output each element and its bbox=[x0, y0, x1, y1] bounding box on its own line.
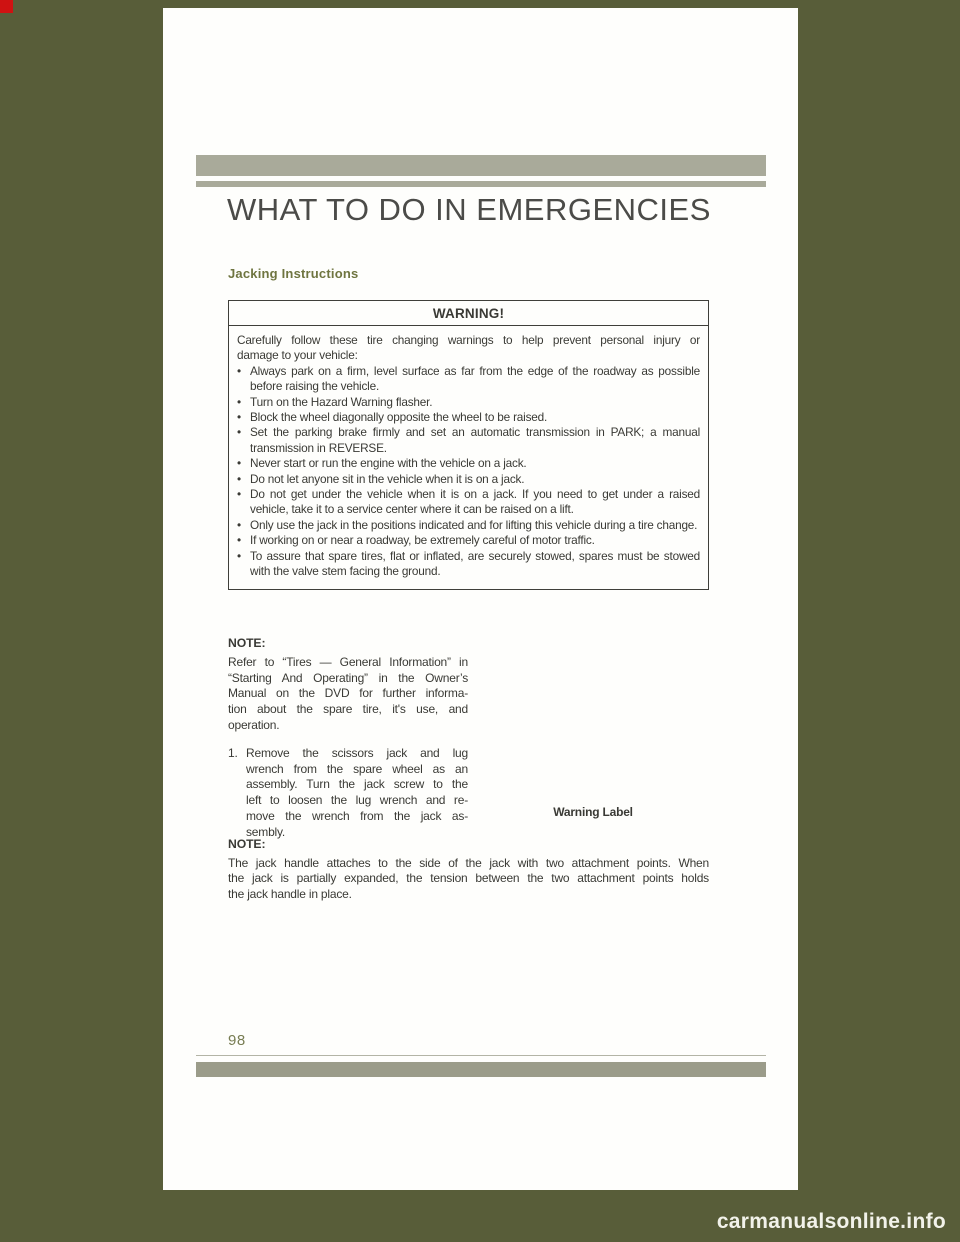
page-number: 98 bbox=[228, 1032, 246, 1049]
footer-band bbox=[196, 1062, 766, 1077]
warning-bullet-text: If working on or near a roadway, be extremely careful of motor traffic. bbox=[250, 533, 595, 548]
note2-label: NOTE: bbox=[228, 837, 266, 851]
page-title: WHAT TO DO IN EMERGENCIES bbox=[227, 192, 711, 227]
warning-bullet-text: Set the parking brake firmly and set an automatic transmission in PARK; a manual transmission in REVERSE. bbox=[250, 425, 700, 455]
note1-line: “Starting And Operating” in the Owner’s bbox=[228, 670, 468, 685]
note2-line: The jack handle attaches to the side of the jack with two attachment points. When bbox=[228, 855, 709, 870]
note2-line: the jack is partially expanded, the tension between the two attachment points holds bbox=[228, 871, 709, 886]
warning-bullet-text: Always park on a firm, level surface as far from the edge of the roadway as possible before raising the vehicle. bbox=[250, 363, 700, 394]
bullet-icon: • bbox=[237, 410, 241, 425]
note-2 bbox=[228, 837, 709, 902]
note2-line: the jack handle in place. bbox=[228, 886, 352, 901]
warning-box-body bbox=[229, 326, 708, 589]
warning-bullet-item bbox=[237, 487, 700, 518]
warning-bullet-item bbox=[237, 518, 700, 533]
manual-page bbox=[163, 8, 798, 1190]
warning-bullet-text: Only use the jack in the positions indicated and for lifting this vehicle during a tire change. bbox=[250, 517, 698, 532]
warning-bullet-item bbox=[237, 456, 700, 471]
warning-intro bbox=[237, 333, 700, 364]
step1-line: assembly. Turn the jack screw to the bbox=[246, 777, 468, 792]
header-band-thick bbox=[196, 155, 766, 176]
scan-corner-artifact bbox=[0, 0, 13, 13]
warning-bullet-text: Do not let anyone sit in the vehicle when it is on a jack. bbox=[250, 471, 525, 486]
note2-text bbox=[228, 856, 709, 903]
figure-caption: Warning Label bbox=[553, 805, 633, 819]
section-heading: Jacking Instructions bbox=[228, 266, 359, 281]
warning-box bbox=[228, 300, 709, 590]
bullet-icon: • bbox=[237, 548, 241, 563]
note1-line: tion about the spare tire, it's use, and bbox=[228, 702, 468, 717]
note1-line: operation. bbox=[228, 717, 280, 732]
bullet-icon: • bbox=[237, 456, 241, 471]
warning-bullet-text: Turn on the Hazard Warning flasher. bbox=[250, 394, 433, 409]
step1-line: wrench from the spare wheel as an bbox=[246, 761, 468, 776]
watermark: carmanualsonline.info bbox=[716, 1210, 946, 1233]
bullet-icon: • bbox=[237, 394, 241, 409]
bullet-icon: • bbox=[237, 425, 241, 440]
step1-line: left to loosen the lug wrench and re- bbox=[246, 793, 468, 808]
warning-bullet-list bbox=[237, 364, 700, 580]
note1-line: Refer to “Tires — General Information” in bbox=[228, 654, 468, 669]
step1-line: move the wrench from the jack as- bbox=[246, 808, 468, 823]
note1-line: Manual on the DVD for further informa- bbox=[228, 686, 468, 701]
warning-intro-line: Carefully follow these tire changing warnings to help prevent personal injury or bbox=[237, 333, 700, 347]
bullet-icon: • bbox=[237, 517, 241, 532]
warning-bullet-item bbox=[237, 364, 700, 395]
warning-bullet-item bbox=[237, 425, 700, 456]
warning-bullet-text: Block the wheel diagonally opposite the wheel to be raised. bbox=[250, 410, 548, 425]
step-1 bbox=[228, 746, 468, 841]
header-band-thin bbox=[196, 181, 766, 187]
warning-bullet-item bbox=[237, 472, 700, 487]
note1-label: NOTE: bbox=[228, 636, 266, 650]
warning-bullet-item bbox=[237, 533, 700, 548]
warning-label-figure bbox=[493, 648, 693, 798]
warning-bullet-item bbox=[237, 395, 700, 410]
bullet-icon: • bbox=[237, 487, 241, 502]
step1-line: sembly. bbox=[246, 824, 286, 839]
step1-number: 1. bbox=[228, 745, 238, 760]
note1-text bbox=[228, 655, 468, 734]
footer-rule bbox=[196, 1055, 766, 1056]
warning-bullet-item bbox=[237, 410, 700, 425]
warning-bullet-text: Never start or run the engine with the vehicle on a jack. bbox=[250, 456, 527, 471]
warning-bullet-text: To assure that spare tires, flat or inflated, are securely stowed, spares must be stowed with the valve stem facing the ground. bbox=[250, 548, 700, 579]
bullet-icon: • bbox=[237, 471, 241, 486]
step1-text bbox=[246, 746, 468, 841]
warning-intro-line: damage to your vehicle: bbox=[237, 348, 358, 363]
bullet-icon: • bbox=[237, 533, 241, 548]
left-column bbox=[228, 636, 468, 841]
bullet-icon: • bbox=[237, 363, 241, 378]
step1-line: Remove the scissors jack and lug bbox=[246, 745, 468, 760]
warning-bullet-text: Do not get under the vehicle when it is on a jack. If you need to get under a raised vehicle, take it to a service center where it can be raised on a lift. bbox=[250, 487, 700, 517]
warning-box-header: WARNING! bbox=[229, 301, 708, 326]
warning-bullet-item bbox=[237, 549, 700, 580]
